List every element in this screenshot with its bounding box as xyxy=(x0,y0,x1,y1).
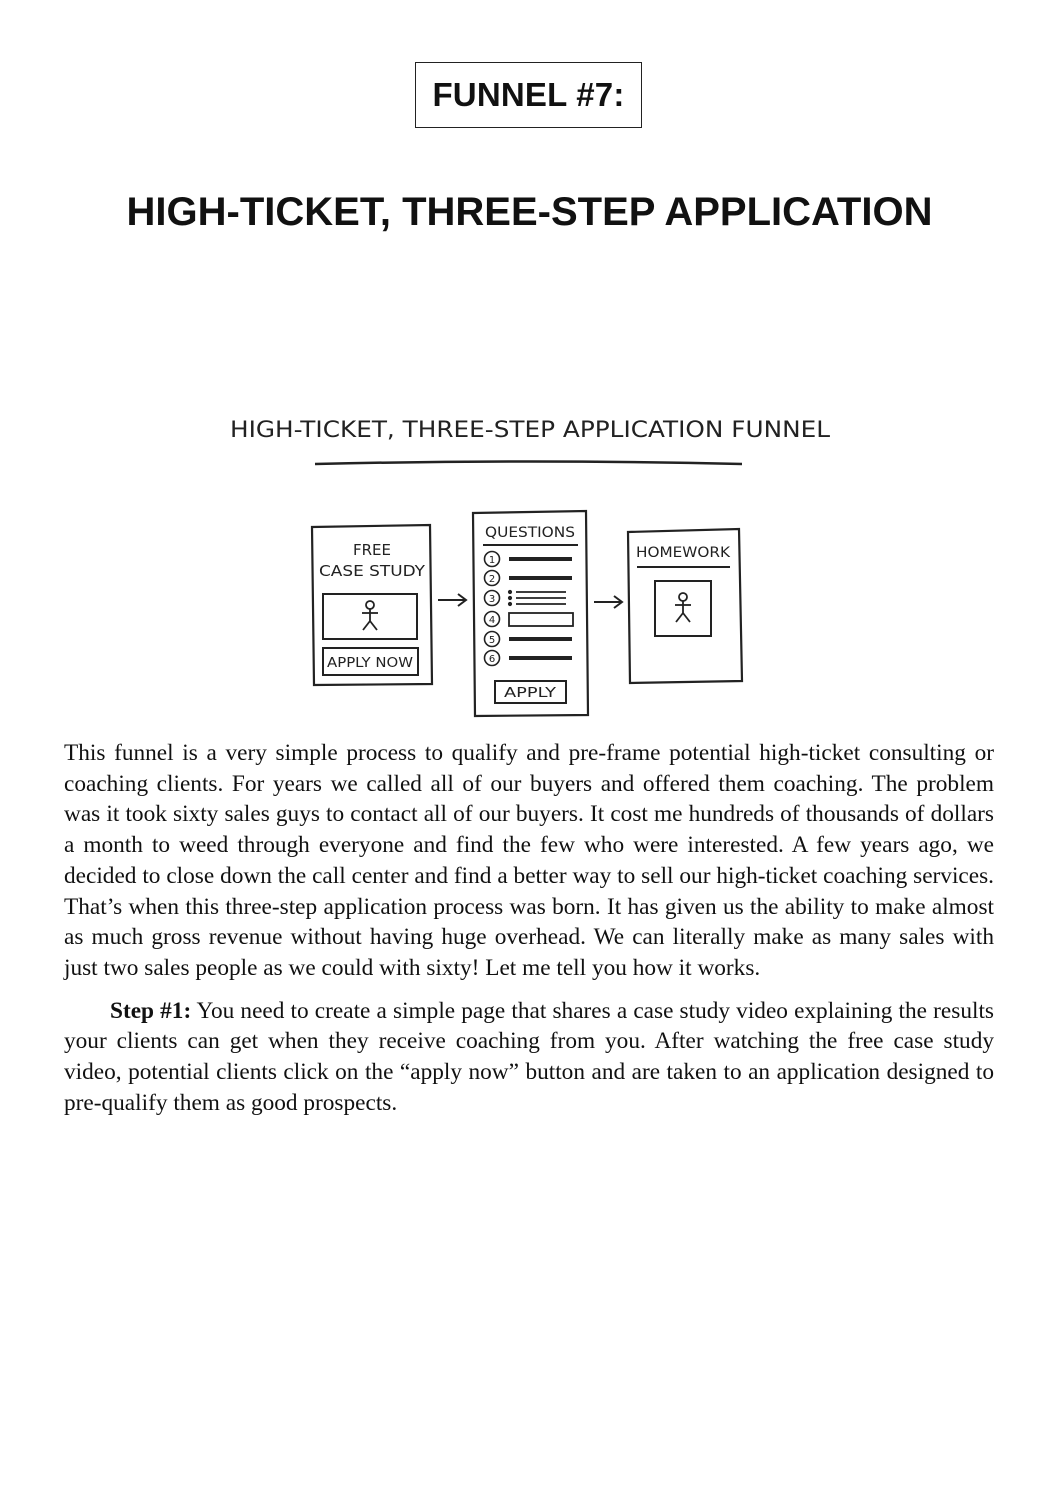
step1-text: You need to create a simple page that shares a case study video explaining the results your clients can get when they receive coaching from you. After watching the free case study video, potential clients click on the “apply now” button and are taken to an application designed to pre-qualify them as good prospects. xyxy=(64,997,994,1116)
case-study-page xyxy=(312,525,432,685)
question-number-1: 1 xyxy=(488,555,496,566)
homework-page xyxy=(628,529,742,683)
person-icon xyxy=(362,601,378,630)
arrow-icon xyxy=(594,596,622,608)
case-study-heading-line1: FREE xyxy=(352,541,392,559)
intro-paragraph: This funnel is a very simple process to qualify and pre-frame potential high-ticket consulting or coaching clients. For years we called all of our buyers and offered them coaching. The problem was it took sixty sales guys to contact all of our buyers. It cost me hundreds of thousands of dollars a month to weed through everyone and find the few who were interested. A few years ago, we decided to close down the call center and find a better way to sell our high-ticket coaching services. That’s when this three-step application process was born. It has given us the ability to make almost as much gross revenue without having huge overhead. We can literally make as many sales with just two sales people as we could with sixty! Let me tell you how it works. xyxy=(64,740,994,981)
step1-paragraph xyxy=(64,996,994,1119)
arrow-icon xyxy=(438,594,466,606)
step1-label: Step #1: xyxy=(110,997,192,1024)
text-field-sketch xyxy=(509,613,573,626)
apply-label: APPLY xyxy=(504,686,557,701)
diagram-title: HIGH-TICKET, THREE-STEP APPLICATION FUNNEL xyxy=(230,418,831,443)
chapter-title: HIGH-TICKET, THREE-STEP APPLICATION xyxy=(126,190,933,234)
person-icon xyxy=(675,593,691,622)
case-study-heading-line2: CASE STUDY xyxy=(319,562,426,580)
checklist-icon xyxy=(509,591,566,605)
homework-heading: HOMEWORK xyxy=(636,545,731,561)
questions-page xyxy=(473,511,588,716)
question-number-6: 6 xyxy=(488,654,496,665)
apply-now-label: APPLY NOW xyxy=(327,656,414,671)
diagram-title-underline xyxy=(315,462,742,465)
funnel-diagram xyxy=(200,395,860,730)
question-number-2: 2 xyxy=(488,574,496,585)
questions-heading: QUESTIONS xyxy=(485,525,576,541)
question-number-3: 3 xyxy=(488,594,496,605)
funnel-number-badge xyxy=(415,62,642,128)
question-number-4: 4 xyxy=(488,615,496,626)
question-number-5: 5 xyxy=(488,635,496,646)
body-text xyxy=(64,738,994,1130)
funnel-number: FUNNEL #7: xyxy=(432,76,625,113)
